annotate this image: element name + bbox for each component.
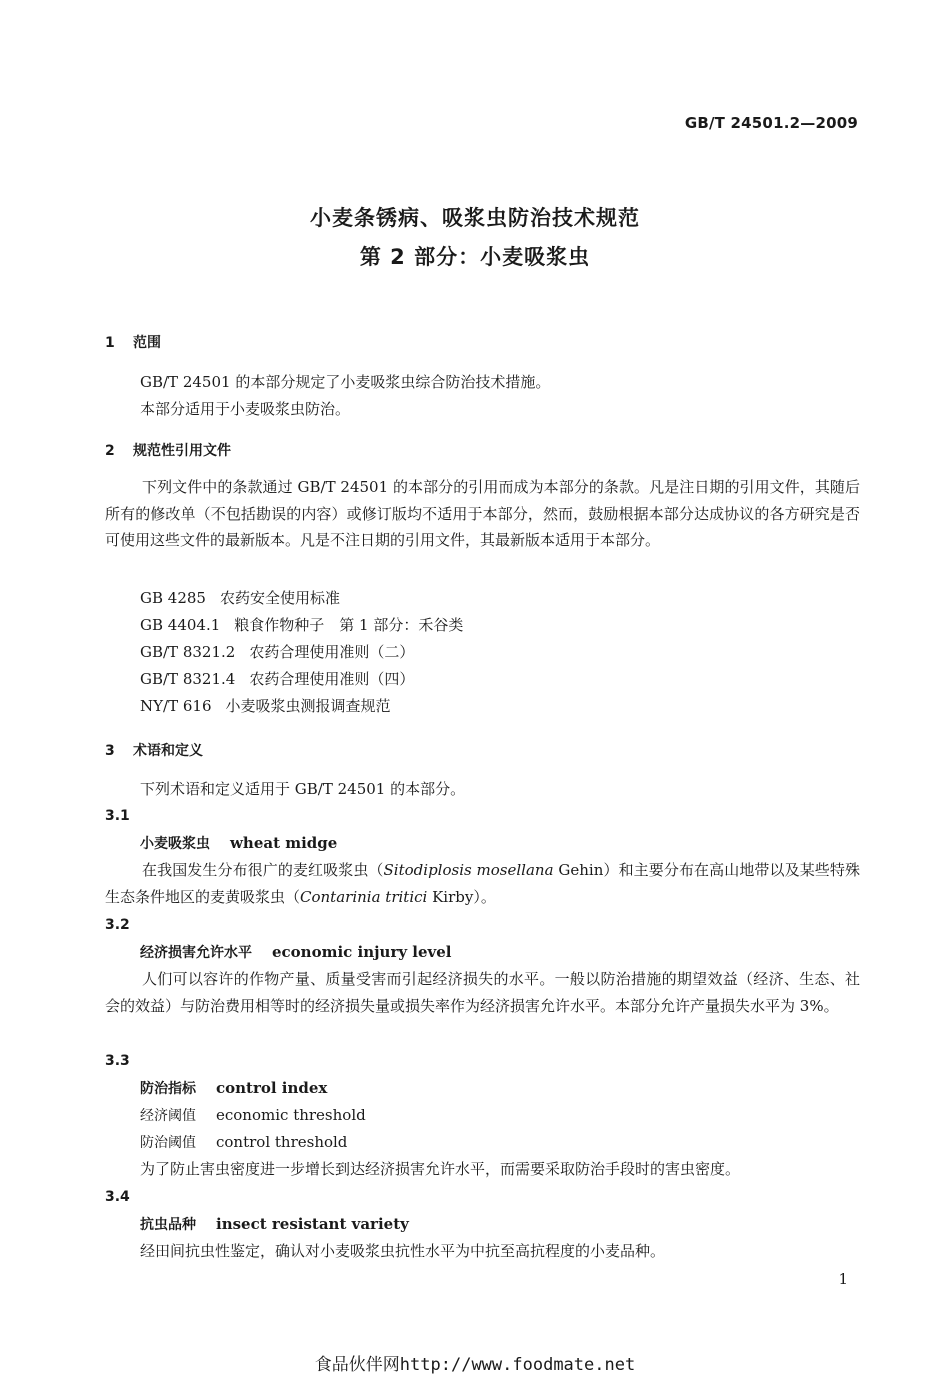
reference-code: NY/T 616	[140, 697, 212, 715]
synonym-en: control threshold	[216, 1133, 348, 1151]
clause-number: 3.2	[105, 917, 130, 933]
definition-text: Kirby）。	[427, 887, 496, 906]
standard-number: GB/T 24501.2—2009	[684, 114, 858, 132]
section-heading-1	[105, 332, 161, 352]
term-en: control index	[216, 1079, 328, 1097]
definition-text: 在我国发生分布很广的麦红吸浆虫（	[142, 861, 384, 879]
paragraph: 下列术语和定义适用于 GB/T 24501 的本部分。	[140, 780, 466, 798]
synonym-en: economic threshold	[216, 1106, 366, 1124]
paragraph: 下列文件中的条款通过 GB/T 24501 的本部分的引用而成为本部分的条款。凡是注日期的引用文件，其随后所有的修改单（不包括勘误的内容）或修订版均不适用于本部分，然而，鼓励根据本部分达成协议的各方研究是否可使用这些文件的最新版本。凡是不注日期的引用文件，其最新版本适用于本部分。	[105, 478, 860, 549]
term-zh: 经济损害允许水平	[140, 945, 252, 961]
term-zh: 小麦吸浆虫	[140, 836, 210, 852]
clause-number: 3.4	[105, 1189, 130, 1205]
reference-title: 粮食作物种子 第 1 部分：禾谷类	[234, 616, 464, 634]
reference-code: GB/T 8321.2	[140, 643, 236, 661]
synonym-entry	[140, 1132, 347, 1152]
scientific-name: Sitodiplosis mosellana	[383, 861, 554, 879]
term-definition: 人们可以容许的作物产量、质量受害而引起经济损失的水平。一般以防治措施的期望效益（经济、生态、社会的效益）与防治费用相等时的经济损失量或损失率作为经济损害允许水平。本部分允许产量损失水平为 3%。	[105, 970, 860, 1015]
page-number: 1	[838, 1270, 848, 1288]
reference-title: 农药安全使用标准	[219, 589, 340, 607]
section-number: 1	[105, 335, 115, 351]
paragraph: 本部分适用于小麦吸浆虫防治。	[140, 400, 351, 418]
footer-watermark: 食品伙伴网http://www.foodmate.net	[314, 1355, 636, 1375]
reference-title: 小麦吸浆虫测报调查规范	[225, 697, 391, 715]
term-entry	[140, 942, 452, 962]
reference-item	[140, 668, 414, 689]
reference-code: GB/T 8321.4	[140, 670, 236, 688]
term-definition: 为了防止害虫密度进一步增长到达经济损害允许水平，而需要采取防治手段时的害虫密度。	[140, 1160, 741, 1178]
section-title: 术语和定义	[133, 743, 203, 759]
term-zh: 抗虫品种	[140, 1217, 196, 1233]
clause-number: 3.3	[105, 1053, 130, 1069]
term-zh: 防治指标	[140, 1081, 196, 1097]
synonym-entry	[140, 1105, 366, 1125]
term-en: insect resistant variety	[216, 1215, 409, 1233]
reference-item	[140, 587, 340, 608]
term-entry	[140, 1078, 327, 1098]
term-definition: 经田间抗虫性鉴定，确认对小麦吸浆虫抗性水平为中抗至高抗程度的小麦品种。	[140, 1242, 666, 1260]
reference-code: GB 4285	[140, 589, 206, 607]
synonym-zh: 经济阈值	[140, 1108, 196, 1124]
term-entry	[140, 1214, 409, 1234]
document-title: 小麦条锈病、吸浆虫防治技术规范	[310, 206, 640, 230]
term-definition	[105, 857, 860, 910]
section-heading-2	[105, 440, 231, 460]
scientific-name: Contarinia tritici	[300, 887, 428, 906]
reference-item	[140, 695, 391, 716]
reference-title: 农药合理使用准则（二）	[249, 643, 415, 661]
term-en: economic injury level	[272, 943, 452, 961]
paragraph: GB/T 24501 的本部分规定了小麦吸浆虫综合防治技术措施。	[140, 373, 551, 391]
section-number: 3	[105, 743, 115, 759]
section-title: 规范性引用文件	[133, 443, 231, 459]
definition-text: Gehin）和主要分布在高山地带以及某些特殊生态条件地区的麦黄吸浆虫（	[105, 861, 860, 906]
term-entry	[140, 833, 337, 853]
reference-code: GB 4404.1	[140, 616, 221, 634]
reference-title: 农药合理使用准则（四）	[249, 670, 415, 688]
clause-number: 3.1	[105, 808, 130, 824]
reference-item	[140, 641, 414, 662]
document-subtitle: 第 2 部分：小麦吸浆虫	[359, 245, 591, 269]
term-en: wheat midge	[230, 834, 338, 852]
section-heading-3	[105, 740, 203, 760]
synonym-zh: 防治阈值	[140, 1135, 196, 1151]
section-title: 范围	[133, 335, 161, 351]
section-number: 2	[105, 443, 115, 459]
reference-item	[140, 614, 463, 635]
